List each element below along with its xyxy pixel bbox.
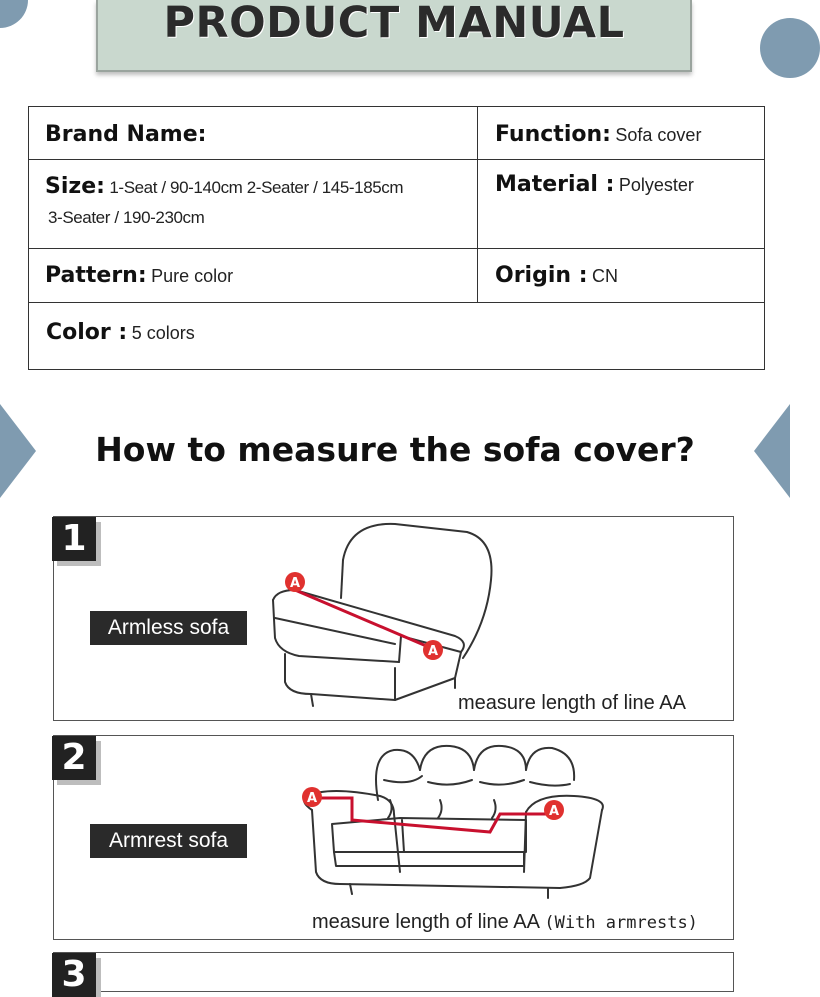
step-3-number: 3: [52, 953, 96, 997]
step-1-number: 1: [52, 517, 96, 561]
origin-label: Origin :: [495, 263, 588, 288]
decor-circle-top-left: [0, 0, 28, 28]
marker-a-start: A: [289, 576, 301, 591]
step-2-caption-extra: (With armrests): [544, 913, 698, 933]
step-1-caption-text: measure length of line AA: [458, 692, 686, 714]
spec-pattern: [29, 249, 478, 303]
pattern-value: Pure color: [151, 266, 234, 286]
size-line-2: 3-Seater / 190-230cm: [48, 208, 205, 227]
spec-color: [29, 303, 765, 370]
function-label: Function:: [495, 122, 611, 147]
color-value: 5 colors: [131, 323, 195, 343]
page-title: PRODUCT MANUAL: [163, 0, 625, 48]
marker-a-end: A: [427, 644, 439, 659]
brand-label: Brand Name:: [45, 122, 207, 147]
armless-sofa-illustration: [255, 518, 525, 716]
spec-brand: [29, 107, 478, 160]
size-line-1: 1-Seat / 90-140cm 2-Seater / 145-185cm: [109, 178, 404, 197]
spec-origin: [478, 249, 765, 303]
step-3-panel: [53, 952, 734, 992]
size-label: Size:: [45, 174, 105, 199]
step-2-type-label: Armrest sofa: [90, 824, 247, 858]
step-2-caption: [312, 911, 698, 934]
step-1-caption: [458, 692, 686, 715]
pattern-label: Pattern:: [45, 263, 147, 288]
function-value: Sofa cover: [615, 125, 702, 145]
step-1-type-label: Armless sofa: [90, 611, 247, 645]
step-2-number: 2: [52, 736, 96, 780]
marker-a-end: A: [548, 804, 560, 819]
armrest-sofa-illustration: [290, 740, 620, 912]
measure-line-aa: [285, 572, 443, 660]
spec-function: [478, 107, 765, 160]
spec-material: [478, 160, 765, 249]
title-banner: [96, 0, 692, 72]
decor-circle-top-right: [760, 18, 820, 78]
step-2-caption-text: measure length of line AA: [312, 911, 539, 933]
origin-value: CN: [591, 266, 618, 286]
spec-size: [29, 160, 478, 249]
color-label: Color :: [46, 320, 128, 345]
material-value: Polyester: [618, 175, 694, 195]
material-label: Material :: [495, 172, 615, 197]
spec-table: [28, 106, 765, 370]
measure-heading: How to measure the sofa cover?: [95, 430, 695, 469]
marker-a-start: A: [306, 791, 318, 806]
